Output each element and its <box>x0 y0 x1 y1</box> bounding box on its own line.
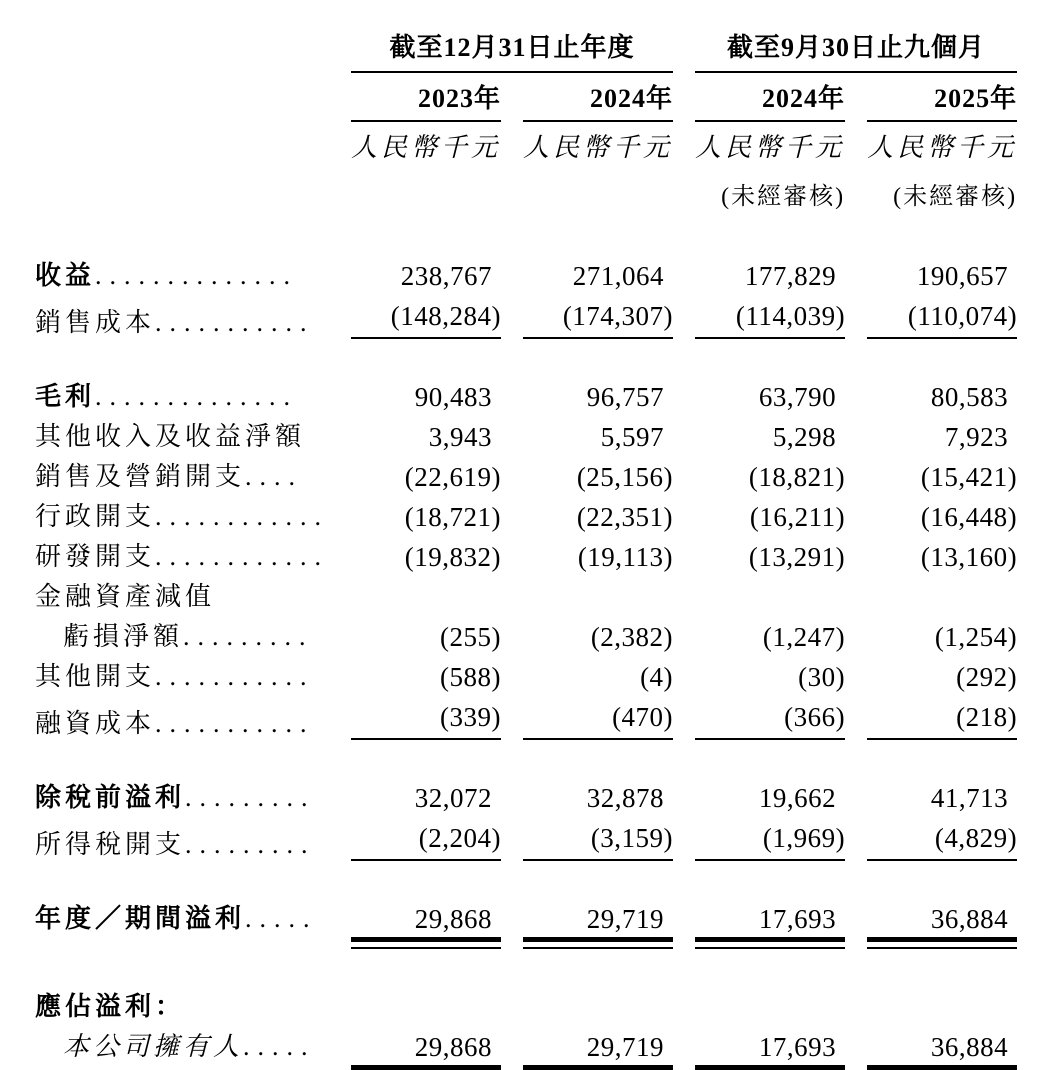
unit-label: 人民幣千元 <box>867 133 1018 162</box>
row-label-text: 虧損淨額 <box>63 622 184 651</box>
row-value: (18,821) <box>748 462 846 492</box>
row-label <box>35 1023 329 1063</box>
row-label-text: 收益 <box>35 261 96 290</box>
row-value <box>695 573 845 613</box>
row-value: (19,832) <box>404 542 502 572</box>
spacer-cell <box>35 740 1017 774</box>
table-row <box>35 1023 1017 1063</box>
dot-leader: .... <box>245 462 304 491</box>
row-value: 29,719 <box>586 1032 665 1062</box>
row-value: (339) <box>351 693 501 740</box>
row-value: (18,721) <box>404 502 502 532</box>
row-value <box>867 573 1017 613</box>
row-value: 63,790 <box>758 382 837 412</box>
unaudited-note-row <box>35 167 1017 218</box>
table-body <box>35 218 1017 1070</box>
period-group-nine-months: 截至9月30日止九個月 <box>695 0 1017 73</box>
dot-leader: ..... <box>243 1032 316 1061</box>
income-statement-table <box>13 0 1039 1070</box>
period-group-year-ended: 截至12月31日止年度 <box>351 0 673 73</box>
row-value: 80,583 <box>930 382 1009 412</box>
double-rule-cell <box>867 1063 1017 1070</box>
row-label <box>35 774 329 814</box>
double-rule <box>523 937 673 949</box>
double-rule <box>867 1065 1017 1070</box>
table-row <box>35 693 1017 740</box>
row-value <box>523 573 673 613</box>
spacer-cell <box>35 218 1017 252</box>
double-rule-row <box>35 935 1017 949</box>
row-value: 41,713 <box>930 783 1009 813</box>
row-value: (218) <box>867 693 1017 740</box>
period-group-header-row <box>35 0 1017 73</box>
row-value: 190,657 <box>916 261 1009 291</box>
row-value: (255) <box>440 622 502 652</box>
table-row <box>35 983 1017 1023</box>
row-label <box>35 693 329 740</box>
spacer-cell <box>35 861 1017 895</box>
row-value: 5,298 <box>772 422 837 452</box>
row-label-text: 研發開支 <box>35 542 156 571</box>
spacer-row <box>35 861 1017 895</box>
row-label <box>35 292 329 339</box>
row-label <box>35 413 329 453</box>
row-label-text: 其他收入及收益淨額 <box>35 422 306 451</box>
spacer-row <box>35 339 1017 373</box>
row-value <box>351 573 501 613</box>
row-value: (22,619) <box>404 462 502 492</box>
row-label-text: 融資成本 <box>35 709 156 738</box>
row-value: 36,884 <box>930 1032 1009 1062</box>
double-rule <box>523 1065 673 1070</box>
row-value: 5,597 <box>600 422 665 452</box>
row-value: (25,156) <box>576 462 674 492</box>
row-value: 29,868 <box>414 904 493 934</box>
row-value: (2,382) <box>590 622 674 652</box>
row-value: 7,923 <box>944 422 1009 452</box>
double-rule-cell <box>523 935 673 949</box>
double-rule-cell <box>867 935 1017 949</box>
row-value: 32,072 <box>414 783 493 813</box>
row-label <box>35 983 329 1023</box>
row-label <box>35 653 329 693</box>
spacer-row <box>35 218 1017 252</box>
row-value: (4,829) <box>867 814 1017 861</box>
table-row <box>35 613 1017 653</box>
table-row <box>35 292 1017 339</box>
row-value: (1,969) <box>695 814 845 861</box>
dot-leader: ........... <box>155 709 315 738</box>
row-label-text: 其他開支 <box>35 662 156 691</box>
table-row <box>35 573 1017 613</box>
double-rule-row <box>35 1063 1017 1070</box>
dot-leader: ............ <box>155 542 330 571</box>
unaudited-note: (未經審核) <box>721 184 846 210</box>
row-value: (13,160) <box>920 542 1018 572</box>
row-label <box>35 252 329 292</box>
double-rule-cell <box>351 935 501 949</box>
row-value <box>867 983 1017 1023</box>
row-value: (148,284) <box>351 292 501 339</box>
currency-unit-row <box>35 122 1017 167</box>
table-row <box>35 373 1017 413</box>
empty-cell <box>351 167 501 218</box>
year-header-row <box>35 73 1017 122</box>
row-value: (2,204) <box>351 814 501 861</box>
empty-cell <box>35 122 329 167</box>
year-col-2023: 2023年 <box>351 73 501 122</box>
double-rule-cell <box>351 1063 501 1070</box>
table-row <box>35 413 1017 453</box>
dot-leader: ......... <box>185 830 316 859</box>
dot-leader: ........... <box>155 308 315 337</box>
row-value: (22,351) <box>576 502 674 532</box>
row-value: (15,421) <box>920 462 1018 492</box>
unaudited-note: (未經審核) <box>893 184 1018 210</box>
row-label-text: 行政開支 <box>35 502 156 531</box>
spacer-cell <box>35 949 1017 983</box>
year-col-2024-9m: 2024年 <box>695 73 845 122</box>
row-label-text: 毛利 <box>35 382 96 411</box>
double-rule-cell <box>695 1063 845 1070</box>
table-row <box>35 653 1017 693</box>
row-label <box>35 814 329 861</box>
double-rule <box>867 937 1017 949</box>
dot-leader: .............. <box>95 261 299 290</box>
row-label <box>35 373 329 413</box>
row-value: 96,757 <box>586 382 665 412</box>
row-value: 29,719 <box>586 904 665 934</box>
row-value: 17,693 <box>758 1032 837 1062</box>
dot-leader: ......... <box>185 783 316 812</box>
table-row <box>35 493 1017 533</box>
row-label-text: 銷售及營銷開支 <box>35 462 246 491</box>
row-value: 271,064 <box>572 261 665 291</box>
unit-label: 人民幣千元 <box>695 133 846 162</box>
row-value: 3,943 <box>428 422 493 452</box>
table-row <box>35 533 1017 573</box>
row-value: 238,767 <box>400 261 493 291</box>
row-label <box>35 895 329 935</box>
row-value: (174,307) <box>523 292 673 339</box>
row-value: (16,211) <box>749 502 846 532</box>
row-value: (114,039) <box>695 292 845 339</box>
row-value: 177,829 <box>744 261 837 291</box>
double-rule-cell <box>523 1063 673 1070</box>
row-value: (366) <box>695 693 845 740</box>
row-value <box>351 983 501 1023</box>
row-label <box>35 533 329 573</box>
row-value: (13,291) <box>748 542 846 572</box>
row-label <box>35 453 329 493</box>
table-row <box>35 774 1017 814</box>
row-value: (4) <box>640 662 674 692</box>
row-label-text: 金融資產減值 <box>35 582 216 611</box>
empty-cell <box>35 1063 329 1070</box>
row-label-text: 應佔溢利： <box>35 992 186 1021</box>
year-col-2025-9m: 2025年 <box>867 73 1017 122</box>
empty-cell <box>35 73 329 122</box>
unit-label: 人民幣千元 <box>523 133 674 162</box>
table-row <box>35 814 1017 861</box>
double-rule <box>695 937 845 949</box>
row-value: (16,448) <box>920 502 1018 532</box>
table-row <box>35 453 1017 493</box>
empty-cell <box>35 935 329 949</box>
empty-cell <box>523 167 673 218</box>
row-value: (1,254) <box>934 622 1018 652</box>
row-label-text: 銷售成本 <box>35 308 156 337</box>
row-value: (110,074) <box>867 292 1017 339</box>
row-value: (3,159) <box>523 814 673 861</box>
dot-leader: ........... <box>155 662 315 691</box>
row-value <box>523 983 673 1023</box>
year-col-2024: 2024年 <box>523 73 673 122</box>
row-value: (470) <box>523 693 673 740</box>
empty-corner-cell <box>35 0 329 73</box>
dot-leader: .............. <box>95 382 299 411</box>
row-value: 19,662 <box>758 783 837 813</box>
row-value <box>695 983 845 1023</box>
row-label-text: 除稅前溢利 <box>35 783 186 812</box>
unit-label: 人民幣千元 <box>351 133 502 162</box>
row-value: (30) <box>798 662 846 692</box>
row-label-text: 所得稅開支 <box>35 830 186 859</box>
dot-leader: ..... <box>245 904 318 933</box>
row-value: (1,247) <box>762 622 846 652</box>
table-row <box>35 895 1017 935</box>
spacer-row <box>35 949 1017 983</box>
spacer-cell <box>35 339 1017 373</box>
row-label <box>35 613 329 653</box>
row-label <box>35 493 329 533</box>
table-row <box>35 252 1017 292</box>
row-value: 32,878 <box>586 783 665 813</box>
row-value: 36,884 <box>930 904 1009 934</box>
spacer-row <box>35 740 1017 774</box>
row-value: (588) <box>440 662 502 692</box>
row-value: 29,868 <box>414 1032 493 1062</box>
double-rule <box>695 1065 845 1070</box>
empty-cell <box>35 167 329 218</box>
row-label <box>35 573 329 613</box>
row-value: (19,113) <box>577 542 674 572</box>
dot-leader: ............ <box>155 502 330 531</box>
row-value: 17,693 <box>758 904 837 934</box>
double-rule-cell <box>695 935 845 949</box>
row-value: (292) <box>956 662 1018 692</box>
double-rule <box>351 1065 501 1070</box>
row-label-text: 年度／期間溢利 <box>35 904 246 933</box>
double-rule <box>351 937 501 949</box>
dot-leader: ......... <box>183 622 314 651</box>
row-label-text: 本公司擁有人 <box>63 1032 244 1061</box>
row-value: 90,483 <box>414 382 493 412</box>
